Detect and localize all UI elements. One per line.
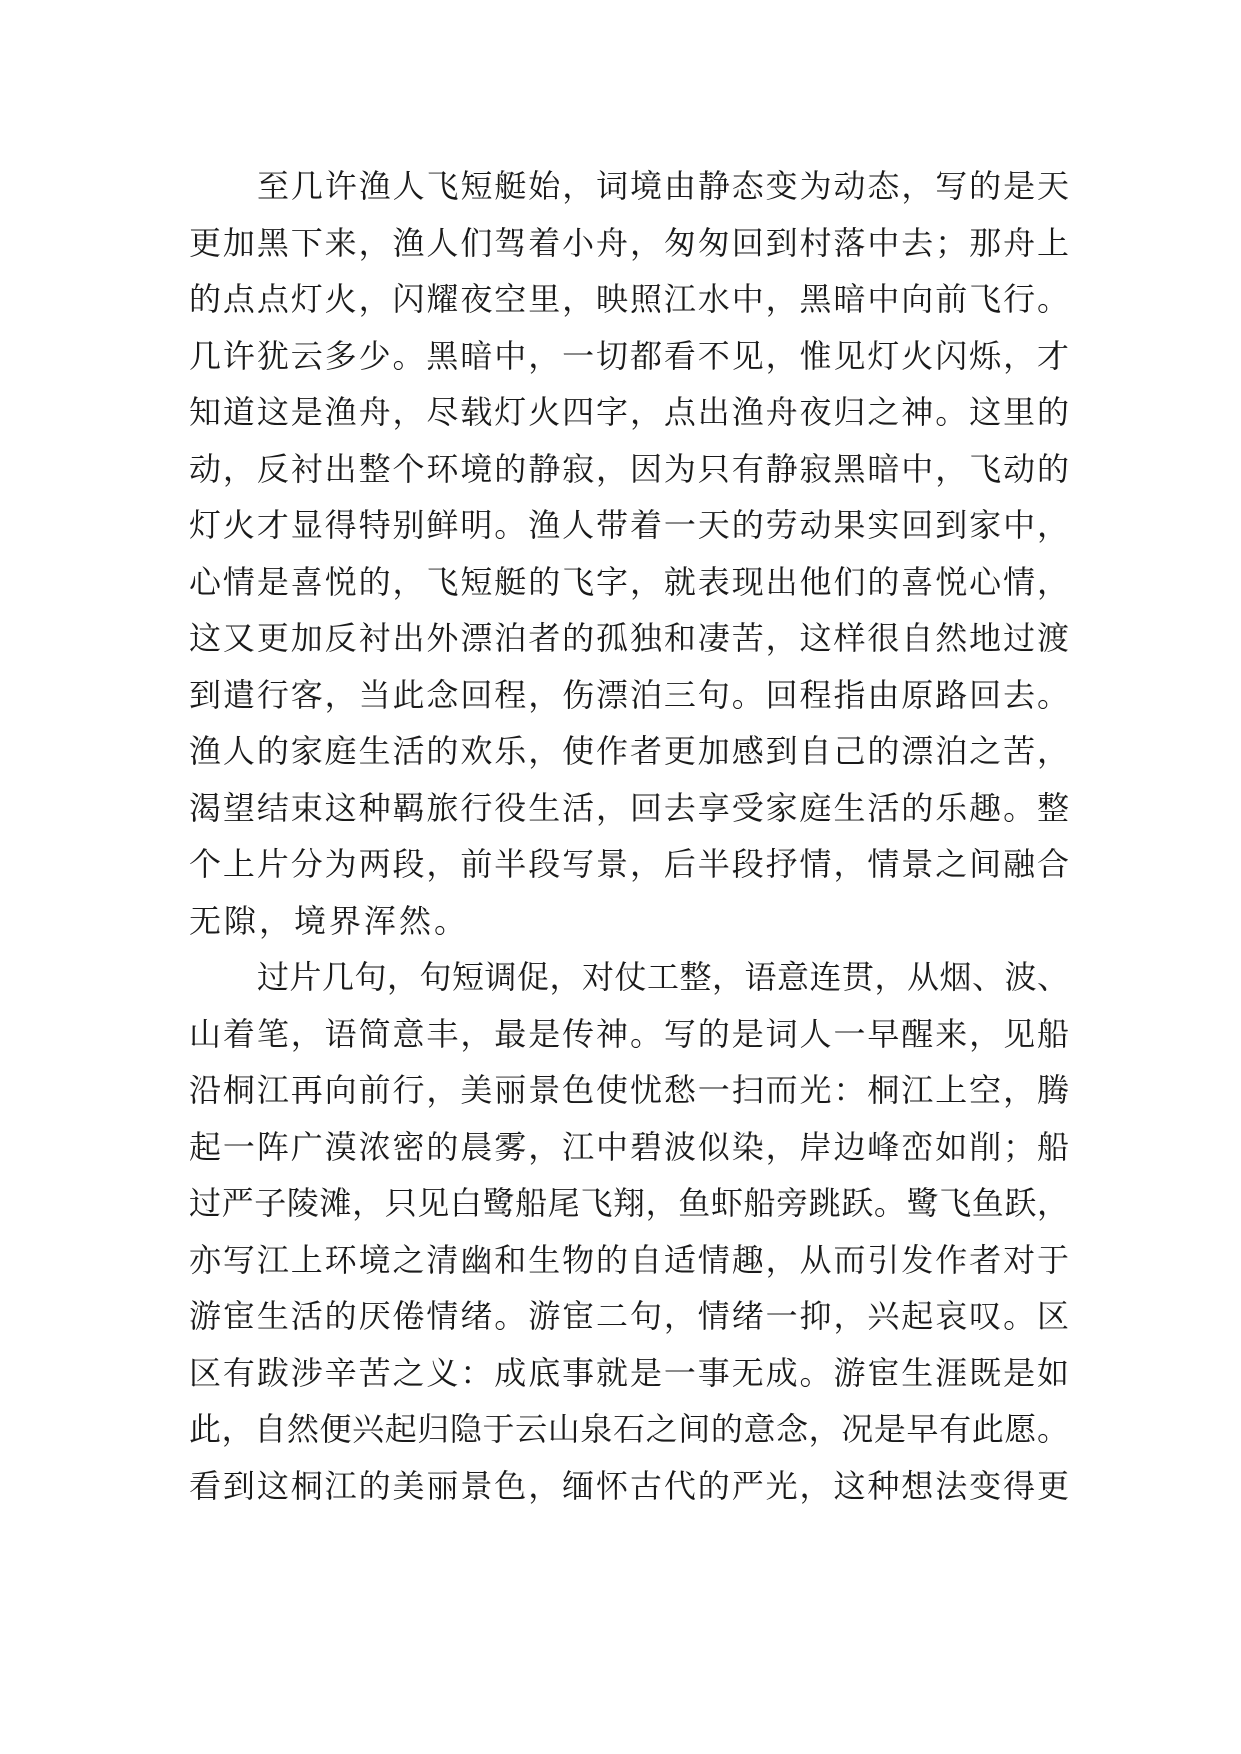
paragraph-1-line-8: 心情是喜悦的，飞短艇的飞字，就表现出他们的喜悦心情， <box>189 562 1069 601</box>
paragraph-1-line-13: 个上片分为两段，前半段写景，后半段抒情，情景之间融合 <box>189 845 1069 883</box>
paragraph-2-line-10: 看到这桐江的美丽景色，缅怀古代的严光，这种想法变得更 <box>189 1466 1069 1505</box>
paragraph-1-line-7: 灯火才显得特别鲜明。渔人带着一天的劳动果实回到家中， <box>189 506 1069 544</box>
paragraph-1-line-1: 至几许渔人飞短艇始，词境由静态变为动态，写的是天 <box>257 167 1069 205</box>
paragraph-1-line-12: 渴望结束这种羁旅行役生活，回去享受家庭生活的乐趣。整 <box>189 788 1069 827</box>
paragraph-1-line-11: 渔人的家庭生活的欢乐，使作者更加感到自己的漂泊之苦， <box>189 732 1069 770</box>
paragraph-2-line-8: 区有跋涉辛苦之义：成底事就是一事无成。游宦生涯既是如 <box>189 1353 1069 1392</box>
paragraph-1-line-3: 的点点灯火，闪耀夜空里，映照江水中，黑暗中向前飞行。 <box>189 280 1069 318</box>
paragraph-2-line-6: 亦写江上环境之清幽和生物的自适情趣，从而引发作者对于 <box>189 1240 1069 1279</box>
paragraph-1-line-4: 几许犹云多少。黑暗中，一切都看不见，惟见灯火闪烁，才 <box>189 336 1069 375</box>
paragraph-2-line-1: 过片几句，句短调促，对仗工整，语意连贯，从烟、波、 <box>257 958 1069 996</box>
paragraph-2-line-3: 沿桐江再向前行，美丽景色使忧愁一扫而光：桐江上空，腾 <box>189 1071 1069 1109</box>
paragraph-1-line-9: 这又更加反衬出外漂泊者的孤独和凄苦，这样很自然地过渡 <box>189 619 1069 657</box>
paragraph-1-line-10: 到遣行客，当此念回程，伤漂泊三句。回程指由原路回去。 <box>189 675 1069 714</box>
paragraph-2-line-9: 此，自然便兴起归隐于云山泉石之间的意念，况是早有此愿。 <box>189 1410 1069 1448</box>
paragraph-1-line-5: 知道这是渔舟，尽载灯火四字，点出渔舟夜归之神。这里的 <box>189 393 1069 431</box>
paragraph-2-line-2: 山着笔，语简意丰，最是传神。写的是词人一早醒来，见船 <box>189 1014 1069 1053</box>
paragraph-2-line-5: 过严子陵滩，只见白鹭船尾飞翔，鱼虾船旁跳跃。鹭飞鱼跃， <box>189 1184 1069 1222</box>
paragraph-2-line-4: 起一阵广漠浓密的晨雾，江中碧波似染，岸边峰峦如削；船 <box>189 1127 1069 1166</box>
paragraph-1-line-14: 无隙，境界浑然。 <box>189 901 470 940</box>
paragraph-1-line-2: 更加黑下来，渔人们驾着小舟，匆匆回到村落中去；那舟上 <box>189 223 1069 262</box>
body-text <box>189 158 1069 1514</box>
paragraph-1-line-6: 动，反衬出整个环境的静寂，因为只有静寂黑暗中，飞动的 <box>189 449 1069 488</box>
paragraph-2-line-7: 游宦生活的厌倦情绪。游宦二句，情绪一抑，兴起哀叹。区 <box>189 1297 1069 1335</box>
